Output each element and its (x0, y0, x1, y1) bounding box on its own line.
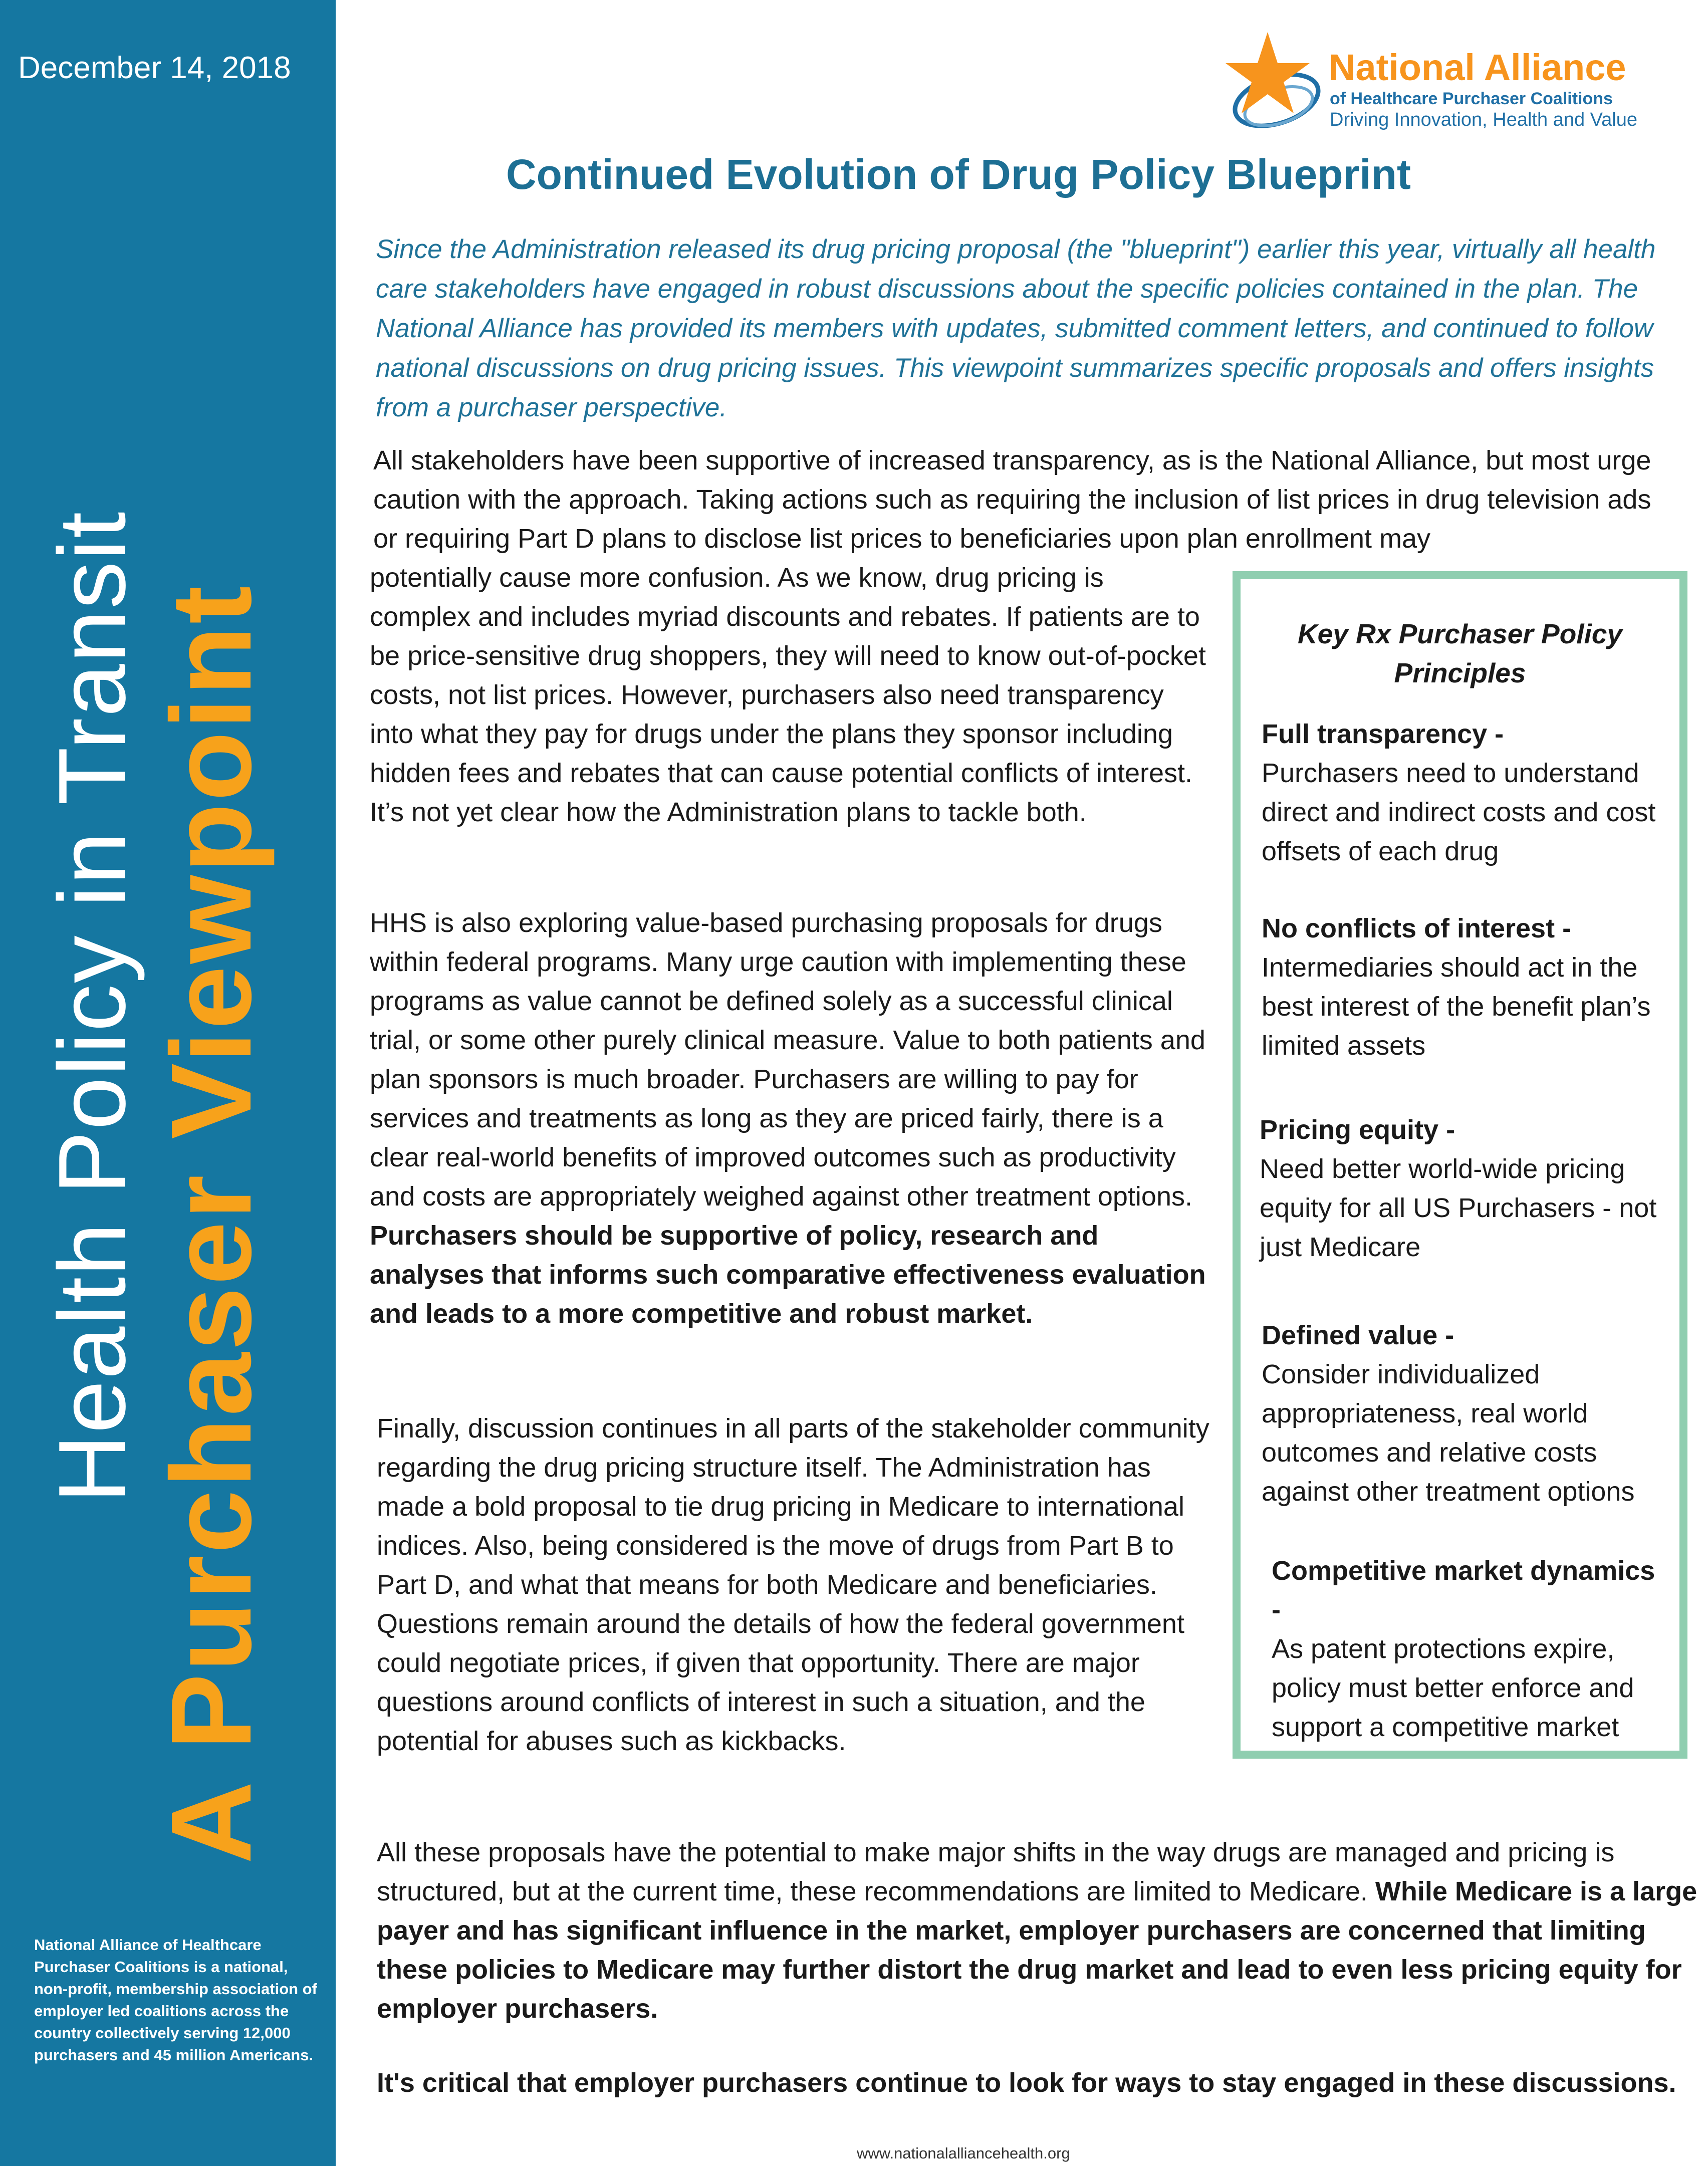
principle-defined-value (1262, 1316, 1672, 1511)
principle-heading: Full transparency - (1262, 719, 1504, 749)
article-title: Continued Evolution of Drug Policy Blueprint (506, 151, 1411, 198)
logo-subtitle: of Healthcare Purchaser Coalitions (1330, 89, 1613, 108)
key-principles-box (1233, 571, 1687, 1759)
national-alliance-logo (1217, 25, 1688, 140)
principle-heading: Defined value - (1262, 1320, 1454, 1350)
star-swoosh-icon (1217, 25, 1328, 140)
series-title: Health Policy in Transit (39, 511, 145, 1503)
paragraph-value-based (370, 903, 1211, 1333)
principle-text: Purchasers need to understand direct and indirect costs and cost offsets of each drug (1262, 758, 1656, 866)
paragraph-pricing-structure: Finally, discussion continues in all parts of the stakeholder community regarding the drug pricing structure itself. The Administration has made a bold proposal to tie drug pricing in Medicare to international indices. Also, being considered is the move of drugs from Part B to Part D, and what that means for both Medicare and beneficiaries. Questions remain around the details of how the federal government could negotiate prices, if given that opportunity. There are major questions around conflicts of interest in such a situation, and the potential for abuses such as kickbacks. (377, 1413, 1209, 1756)
publication-date: December 14, 2018 (18, 51, 291, 85)
principle-text: As patent protections expire, policy must better enforce and support a competitive market (1272, 1634, 1634, 1742)
paragraph-text: HHS is also exploring value-based purchasing proposals for drugs within federal programs. Many urge caution with implementing these programs as value cannot be defined solely as a successful clinical trial, or some other purely clinical measure. Value to both patients and plan sponsors is much broader. Purchasers are willing to pay for services and treatments as long as they are priced fairly, there is a clear real-world benefits of improved outcomes such as productivity and costs are appropriately weighed against other treatment options. (370, 908, 1205, 1212)
principle-full-transparency (1262, 714, 1672, 871)
principle-text: Consider individualized appropriateness, real world outcomes and relative costs against other treatment options (1262, 1359, 1635, 1507)
footer-url[interactable]: www.nationalalliancehealth.org (857, 2144, 1070, 2162)
key-principles-title-text: Key Rx Purchaser Policy Principles (1297, 618, 1623, 688)
organization-description: National Alliance of Healthcare Purchaser Coalitions is a national, non-profit, membership association of employer led coalitions across the country collectively serving 12,000 purchasers and 45 million Americans. (34, 1936, 317, 2064)
principle-competitive-market (1272, 1551, 1667, 1747)
principle-text: Need better world-wide pricing equity for all US Purchasers - not just Medicare (1260, 1154, 1657, 1262)
paragraph-medicare (377, 1833, 1699, 2028)
left-sidebar (0, 0, 336, 2166)
article-intro: Since the Administration released its drug pricing proposal (the "blueprint") earlier this year, virtually all health care stakeholders have engaged in robust discussions about the specific policies contained in the plan. The National Alliance has provided its members with updates, submitted comment letters, and continued to follow national discussions on drug pricing issues. This viewpoint summarizes specific proposals and offers insights from a purchaser perspective. (376, 234, 1656, 422)
principle-heading: Pricing equity - (1260, 1115, 1455, 1145)
paragraph-text: All these proposals have the potential to make major shifts in the way drugs are managed and pricing is structured, but at the current time, these recommendations are limited to Medicare. (377, 1837, 1615, 1906)
logo-tagline: Driving Innovation, Health and Value (1330, 109, 1638, 130)
paragraph-transparency-top: All stakeholders have been supportive of increased transparency, as is the National Alliance, but most urge caution with the approach. Taking actions such as requiring the inclusion of list prices in drug television ads or requiring Part D plans to disclose list prices to beneficiaries upon plan enrollment may (373, 445, 1651, 554)
principle-text: Intermediaries should act in the best interest of the benefit plan’s limited assets (1262, 952, 1651, 1061)
paragraph-emphasis: While Medicare is a large payer and has significant influence in the market, employer purchasers are concerned that limiting these policies to Medicare may further distort the drug market and lead to even less pricing equity for employer purchasers. (377, 1876, 1697, 2024)
key-principles-title (1241, 614, 1679, 692)
principle-pricing-equity (1260, 1110, 1670, 1267)
logo-name: National Alliance (1329, 47, 1626, 88)
principle-no-conflicts (1262, 909, 1672, 1065)
principle-heading: No conflicts of interest - (1262, 913, 1572, 943)
paragraph-emphasis: Purchasers should be supportive of policy, research and analyses that informs such comparative effectiveness evaluation and leads to a more competitive and robust market. (370, 1221, 1206, 1329)
viewpoint-title: A Purchaser Viewpoint (148, 584, 275, 1864)
principle-heading: Competitive market dynamics - (1272, 1556, 1655, 1625)
paragraph-transparency-rest: potentially cause more confusion. As we know, drug pricing is complex and includes myriad discounts and rebates. If patients are to be price-sensitive drug shoppers, they will need to know out-of-pocket costs, not list prices. However, purchasers also need transparency into what they pay for drugs under the plans they sponsor including hidden fees and rebates that can cause potential conflicts of interest. It’s not yet clear how the Administration plans to tackle both. (370, 563, 1206, 827)
paragraph-closing: It's critical that employer purchasers continue to look for ways to stay engaged in these discussions. (377, 2068, 1676, 2098)
